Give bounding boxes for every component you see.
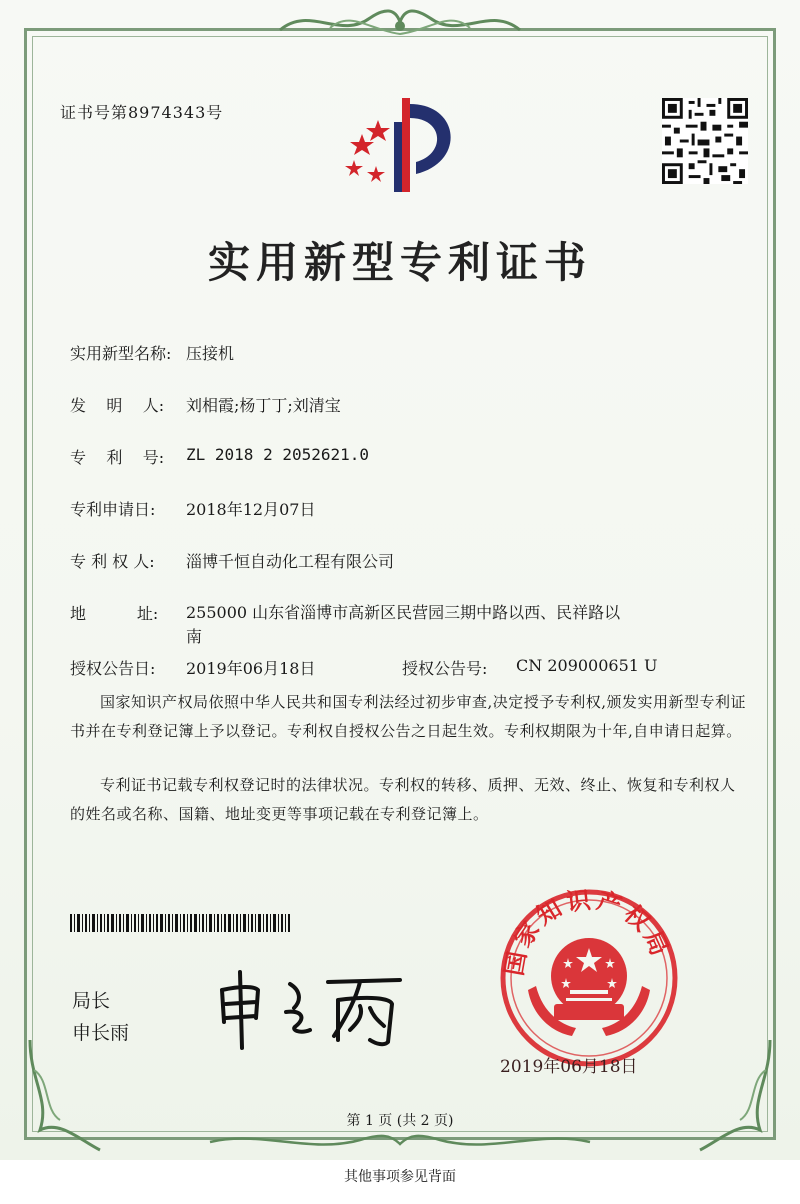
statement-paragraph-1: 国家知识产权局依照中华人民共和国专利法经过初步审查,决定授予专利权,颁发实用新型专利证书并在专利登记簿上予以登记。专利权自授权公告之日起生效。专利权期限为十年,自申请日起算。 xyxy=(70,693,747,740)
patentee-label: 专 利 权 人: xyxy=(70,552,155,571)
grant-number-label: 授权公告号: xyxy=(402,659,488,678)
seal-text: 国家知识产权局 xyxy=(498,886,677,978)
filing-date-label: 专利申请日: xyxy=(70,500,156,519)
name-value: 压接机 xyxy=(186,344,235,363)
address-label: 地 址: xyxy=(70,604,159,623)
signatory-role: 局长 xyxy=(72,990,111,1012)
address-value: 255000 山东省淄博市高新区民营园三期中路以西、民祥路以南 xyxy=(186,603,621,646)
patent-number-value: ZL 2018 2 2052621.0 xyxy=(186,445,370,464)
patentee-value: 淄博千恒自动化工程有限公司 xyxy=(186,552,395,571)
grant-number-value: CN 209000651 U xyxy=(516,656,658,675)
barcode-icon xyxy=(70,914,290,932)
bottom-left-ornament-icon xyxy=(20,1040,110,1160)
seal-ring-text xyxy=(484,886,694,1076)
filing-date-value: 2018年12月07日 xyxy=(186,500,316,519)
seal-date: 2019年06月18日 xyxy=(500,1057,638,1077)
certificate-number: 证书号第8974343号 xyxy=(60,103,224,122)
cnipa-logo-icon xyxy=(340,92,470,202)
bottom-right-ornament-icon xyxy=(690,1040,780,1160)
bottom-center-ornament-icon xyxy=(200,1128,600,1158)
qr-code-icon xyxy=(662,98,748,184)
certificate-title: 实用新型专利证书 xyxy=(207,238,592,287)
name-label: 实用新型名称: xyxy=(70,344,172,363)
signatory-name: 申长雨 xyxy=(72,1022,130,1044)
grant-date-value: 2019年06月18日 xyxy=(186,659,316,678)
statement-paragraph-2: 专利证书记载专利权登记时的法律状况。专利权的转移、质押、无效、终止、恢复和专利权人的姓名或名称、国籍、地址变更等事项记载在专利登记簿上。 xyxy=(70,776,736,823)
inventor-value: 刘相霞;杨丁丁;刘清宝 xyxy=(186,396,341,415)
page-indicator: 第 1 页 (共 2 页) xyxy=(346,1113,454,1129)
top-ornament-icon xyxy=(270,0,530,44)
inventor-label: 发 明 人: xyxy=(70,396,165,415)
patent-number-label: 专 利 号: xyxy=(70,448,165,467)
svg-text:国家知识产权局 xyxy=(499,886,676,978)
footer-note: 其他事项参见背面 xyxy=(344,1169,456,1185)
handwritten-signature-icon xyxy=(210,960,410,1050)
grant-date-label: 授权公告日: xyxy=(70,659,156,678)
